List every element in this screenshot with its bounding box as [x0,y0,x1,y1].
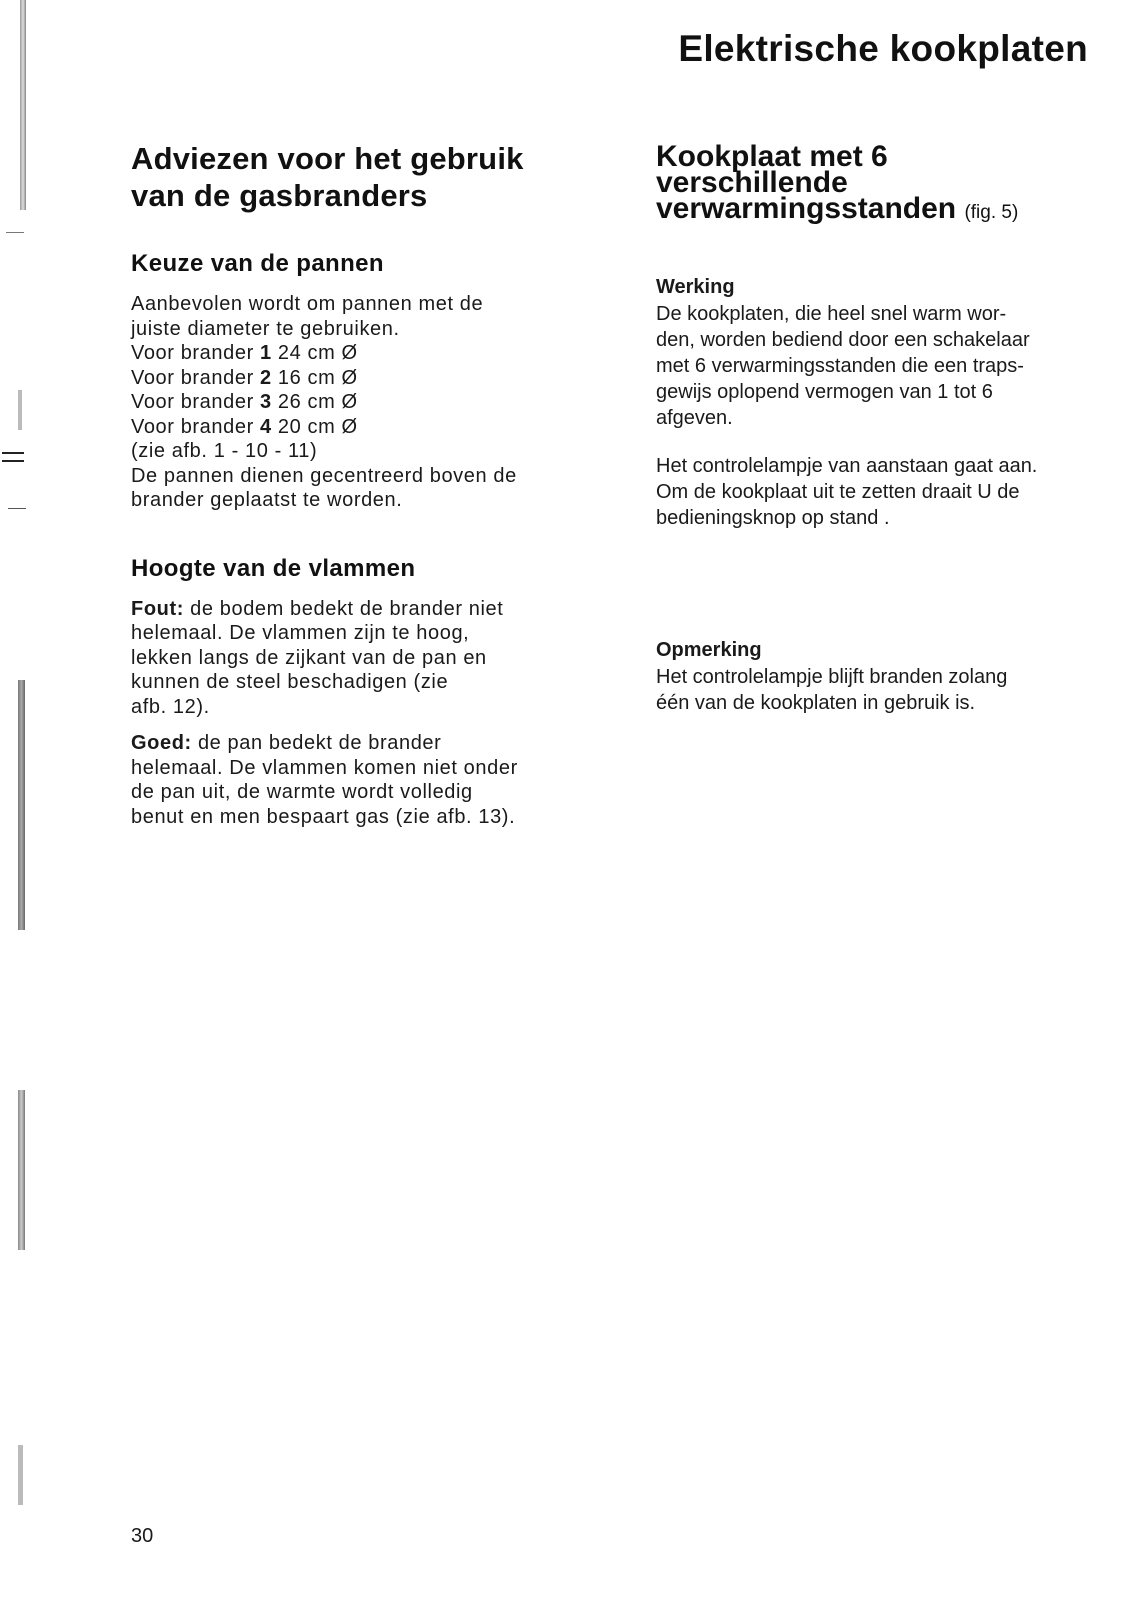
pannen-text [131,292,601,513]
text-line: afb. 12). [131,695,210,718]
burner-prefix: Voor brander [131,391,254,413]
text-line: bedieningsknop op stand . [656,507,890,529]
text-segment: de pan bedekt de brander [191,732,442,754]
burner-number: 1 [260,342,272,364]
page-header: Elektrische kookplaten [678,28,1088,69]
text-line [131,597,601,622]
goed-paragraph [131,731,601,829]
text-line: kunnen de steel beschadigen (zie [131,671,449,693]
right-title [656,140,1116,226]
burner-line [131,415,601,440]
right-title-line: Kookplaat met 6 [656,140,888,173]
goed-label: Goed: [131,732,192,754]
werking-text-2 [656,453,1116,531]
figure-reference: (fig. 5) [964,202,1019,223]
figure-reference: (zie afb. 1 - 10 - 11) [131,440,318,462]
text-line: De kookplaten, die heel snel warm wor- [656,303,1007,325]
text-line: helemaal. De vlammen zijn te hoog, [131,622,470,644]
text-line: Om de kookplaat uit te zetten draait U de [656,481,1020,503]
burner-number: 2 [260,366,272,389]
text-segment: de bodem bedekt de brander niet [183,597,504,620]
text-line: Het controlelampje van aanstaan gaat aan. [656,455,1038,477]
burner-line [131,390,601,415]
burner-size: 16 cm Ø [277,366,358,389]
text-line: afgeven. [656,407,733,429]
text-line: gewijs oplopend vermogen van 1 tot 6 [656,381,993,403]
burner-size: 24 cm Ø [277,342,358,364]
werking-text [656,301,1116,431]
left-title [131,140,601,214]
text-line: benut en men bespaart gas (zie afb. 13). [131,805,516,828]
burner-size: 20 cm Ø [277,415,358,438]
burner-prefix: Voor brander [131,366,254,389]
text-line: Aanbevolen wordt om pannen met de [131,293,484,315]
burner-prefix: Voor brander [131,415,254,438]
right-title-line [656,192,1116,226]
left-title-line: van de gasbranders [131,178,428,213]
text-line: de pan uit, de warmte wordt volledig [131,781,473,803]
scan-edge [0,0,30,1600]
text-line: Het controlelampje blijft branden zolang [656,666,1008,688]
text-line [131,731,601,756]
opmerking-heading: Opmerking [656,639,762,661]
burner-number: 3 [260,391,272,413]
burner-line [131,341,601,366]
section-heading-pannen: Keuze van de pannen [131,250,384,277]
text-line: lekken langs de zijkant van de pan en [131,646,487,669]
fout-label: Fout: [131,597,184,620]
text-line: De pannen dienen gecentreerd boven de [131,464,517,487]
burner-prefix: Voor brander [131,342,254,364]
text-line: één van de kookplaten in gebruik is. [656,692,976,714]
right-title-line: verschillende [656,166,848,199]
text-line: met 6 verwarmingsstanden die een traps- [656,355,1024,377]
text-line: brander geplaatst te worden. [131,489,403,511]
fout-paragraph [131,597,601,720]
right-title-text: verwarmingsstanden [656,192,957,225]
text-line: helemaal. De vlammen komen niet onder [131,756,518,779]
text-line: den, worden bediend door een schakelaar [656,329,1030,351]
page-number: 30 [131,1525,154,1547]
section-heading-vlammen: Hoogte van de vlammen [131,554,416,582]
werking-heading: Werking [656,276,735,298]
burner-line [131,366,601,391]
burner-number: 4 [260,415,272,438]
left-title-line: Adviezen voor het gebruik [131,141,524,176]
burner-size: 26 cm Ø [277,391,358,413]
opmerking-text [656,664,1116,716]
right-column [656,140,1116,716]
left-column [131,140,601,829]
text-line: juiste diameter te gebruiken. [131,317,400,340]
